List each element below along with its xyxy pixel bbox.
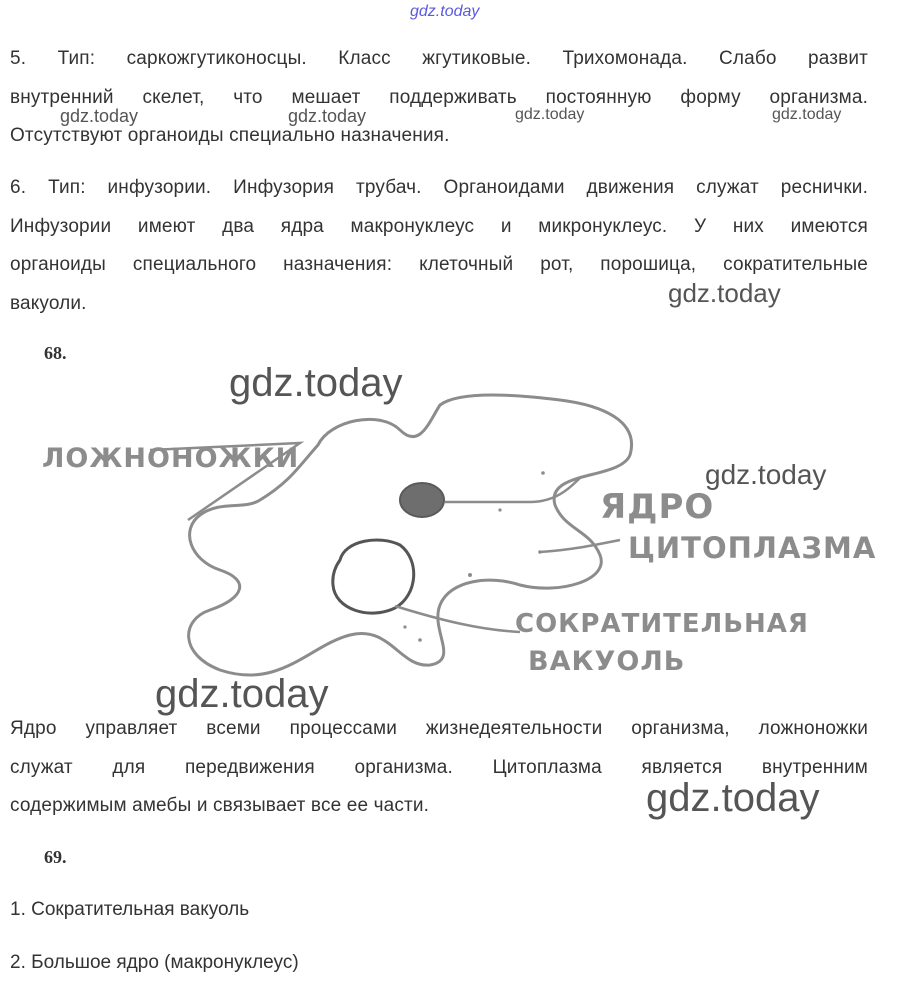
cytoplasm-pointer [540,540,620,552]
answer-item-1: 1. Сократительная вакуоль [10,899,250,920]
watermark: gdz.today [60,106,139,126]
label-cytoplasm: ЦИТОПЛАЗМА [628,531,877,565]
nucleus-pointer [445,478,580,502]
paragraph-5-line: внутренний скелет, что мешает поддерживать постоянную форму организма. [10,86,868,108]
amoeba-drawing [0,370,906,700]
watermark: gdz.today [705,459,827,490]
nucleus-shape [400,483,444,517]
watermark: gdz.today [772,106,842,123]
paragraph-6-line: Инфузории имеют два ядра макронуклеус и микронуклеус. У них имеются [10,215,868,237]
watermark: gdz.today [229,361,403,405]
watermark: gdz.today [155,672,329,716]
watermark: gdz.today [288,106,367,126]
vacuole-pointer [395,606,520,632]
answer-item-2: 2. Большое ядро (макронуклеус) [10,952,299,973]
paragraph-5 [10,40,868,156]
watermark: gdz.today [668,278,781,308]
label-nucleus: ЯДРО [600,487,715,527]
watermark-top: gdz.today [410,3,480,20]
paragraph-68-line: содержимым амебы и связывает все ее части. [10,795,430,816]
paragraph-6-line: органоиды специального назначения: клеточный рот, порошица, сократительные [10,254,868,275]
watermark: gdz.today [646,776,820,820]
paragraph-5-line: 5. Тип: саркожгутиконосцы. Класс жгутиковые. Трихомонада. Слабо развит [10,48,868,69]
watermark: gdz.today [515,106,585,123]
task-number-69: 69. [44,847,67,867]
task-number-68: 68. [44,343,67,363]
paragraph-5-line: Отсутствуют органоиды специально назначения. [10,125,450,146]
label-vacuole-line2: ВАКУОЛЬ [528,646,686,677]
label-vacuole-line1: СОКРАТИТЕЛЬНАЯ [515,609,809,639]
paragraph-68-line: служат для передвижения организма. Цитоплазма является внутренним [10,756,868,778]
paragraph-68-line: Ядро управляет всеми процессами жизнедеятельности организма, ложноножки [10,718,868,739]
paragraph-6-line: 6. Тип: инфузории. Инфузория трубач. Органоидами движения служат реснички. [10,177,868,198]
paragraph-6-line: вакуоли. [10,292,87,314]
label-pseudopods: ЛОЖНОНОЖКИ [42,443,300,474]
vacuole-shape [333,540,414,613]
